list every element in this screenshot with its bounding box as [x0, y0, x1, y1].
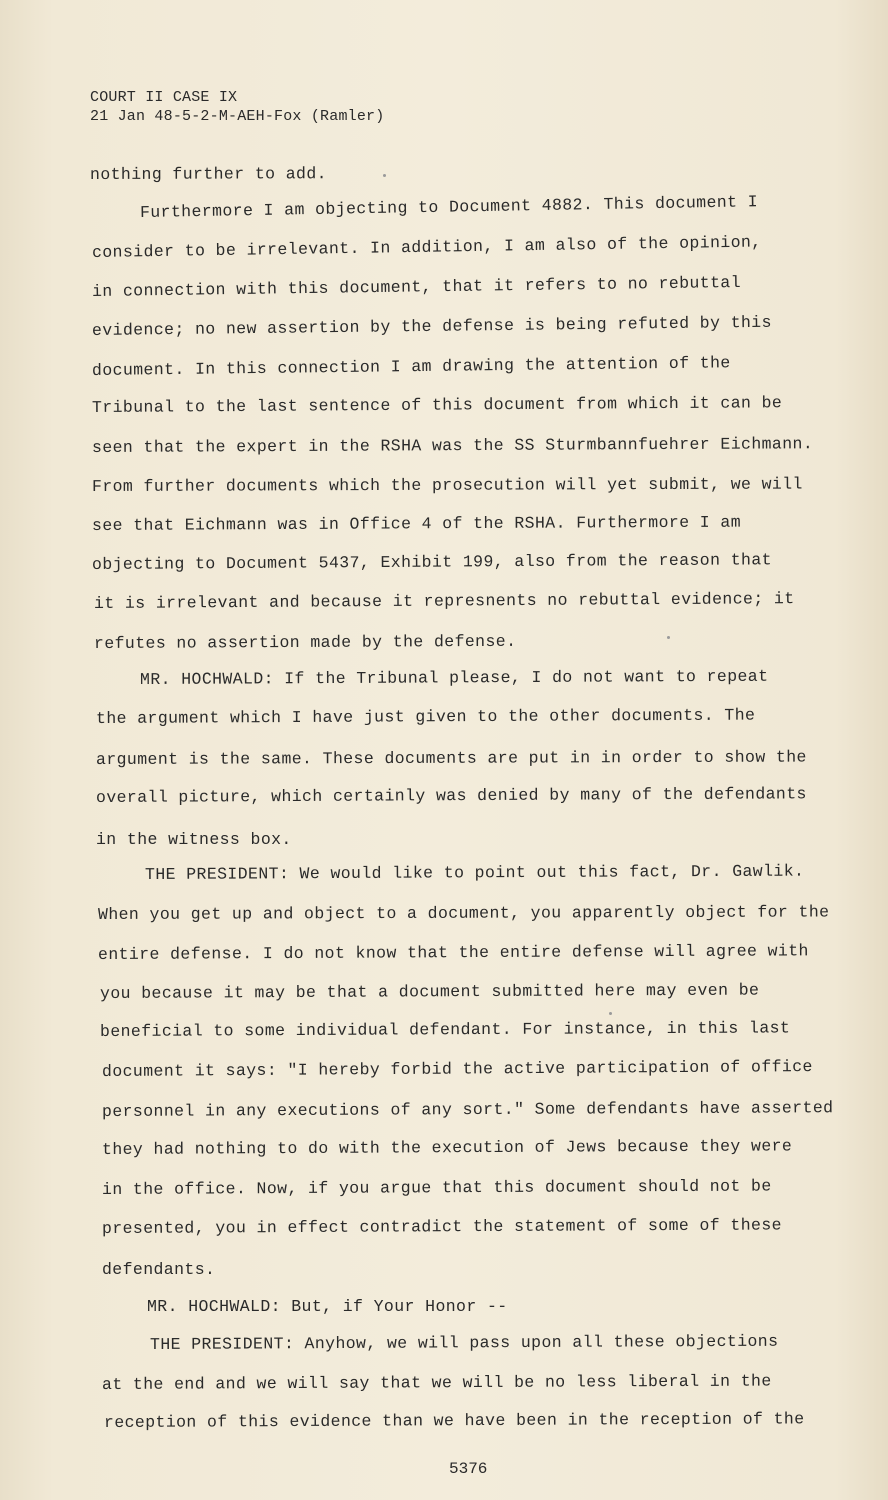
transcript-line: presented, you in effect contradict the statement of some of these [101, 1215, 782, 1238]
transcript-line: you because it may be that a document submitted here may even be [99, 980, 760, 1003]
transcript-line: argument is the same. These documents are put in in order to show the [95, 747, 807, 769]
paper-speck [667, 636, 670, 639]
transcript-line: evidence; no new assertion by the defense is being refuted by this [91, 312, 772, 340]
date-reporter-line: 21 Jan 48-5-2-M-AEH-Fox (Ramler) [90, 108, 385, 125]
transcript-line: THE PRESIDENT: We would like to point out this fact, Dr. Gawlik. [144, 861, 805, 884]
transcript-line: reception of this evidence than we have been in the reception of the [103, 1409, 805, 1432]
transcript-line: it is irrelevant and because it represnents no rebuttal evidence; it [93, 589, 795, 613]
transcript-line: see that Eichmann was in Office 4 of the RSHA. Furthermore I am [91, 512, 742, 535]
transcript-line: personnel in any executions of any sort." Some defendants have asserted [101, 1098, 834, 1121]
transcript-line: defendants. [102, 1260, 216, 1279]
transcript-line: document. In this connection I am drawing the attention of the [91, 353, 731, 380]
transcript-line: in the witness box. [96, 830, 292, 849]
court-case-line: COURT II CASE IX [90, 89, 238, 106]
transcript-line: entire defense. I do not know that the entire defense will agree with [97, 941, 809, 964]
transcript-line: in connection with this document, that it refers to no rebuttal [91, 272, 742, 301]
transcript-line: seen that the expert in the RSHA was the SS Sturmbannfuehrer Eichmann. [91, 434, 814, 457]
page-number: 5376 [449, 1460, 488, 1478]
transcript-line: at the end and we will say that we will be no less liberal in the [101, 1371, 772, 1394]
transcript-line: MR. HOCHWALD: If the Tribunal please, I do not want to repeat [139, 666, 769, 689]
transcript-line: the argument which I have just given to the other documents. The [95, 705, 756, 728]
transcript-line: document it says: "I hereby forbid the active participation of office [101, 1057, 813, 1081]
paper-speck [383, 174, 386, 177]
transcript-line: in the office. Now, if you argue that this document should not be [101, 1176, 772, 1199]
transcript-line: refutes no assertion made by the defense. [93, 631, 517, 653]
transcript-line: THE PRESIDENT: Anyhow, we will pass upon all these objections [149, 1331, 779, 1354]
transcript-line: Tribunal to the last sentence of this document from which it can be [91, 393, 783, 417]
transcript-line: From further documents which the prosecution will yet submit, we will [91, 474, 803, 496]
transcript-line: overall picture, which certainly was denied by many of the defendants [95, 784, 807, 807]
transcript-line: they had nothing to do with the execution of Jews because they were [101, 1136, 793, 1159]
paper-speck [609, 1012, 612, 1015]
transcript-line: nothing further to add. [89, 164, 327, 184]
transcript-line: objecting to Document 5437, Exhibit 199, also from the reason that [91, 550, 772, 574]
transcript-line: When you get up and object to a document, you apparently object for the [97, 902, 830, 924]
transcript-line: Furthermore I am objecting to Document 4882. This document I [139, 192, 759, 222]
transcript-line: MR. HOCHWALD: But, if Your Honor -- [147, 1297, 508, 1316]
transcript-line: consider to be irrelevant. In addition, I am also of the opinion, [91, 232, 762, 262]
case-header [90, 88, 384, 126]
transcript-line: beneficial to some individual defendant. For instance, in this last [99, 1018, 791, 1041]
